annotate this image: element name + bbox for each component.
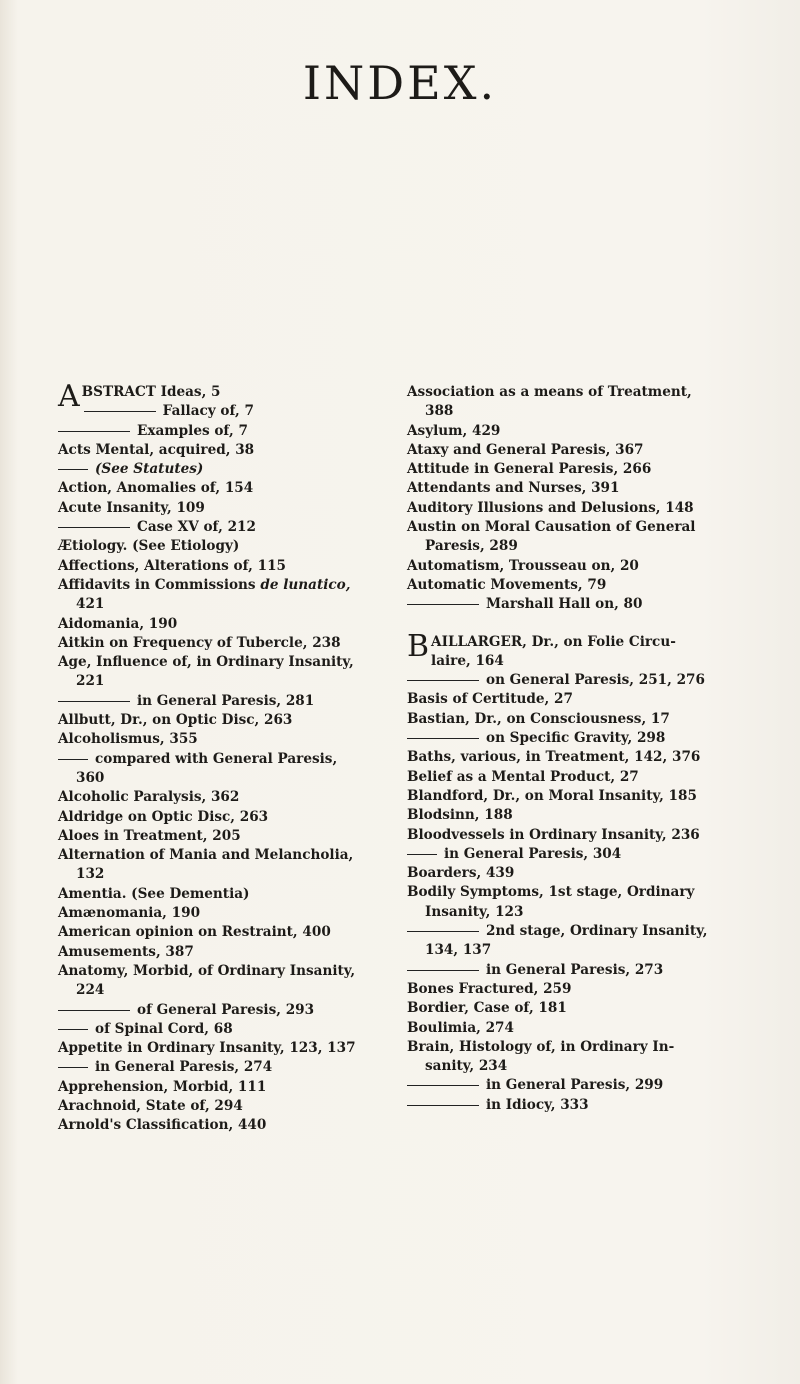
index-entry: in General Paresis, 299	[407, 1076, 747, 1095]
index-entry-continued: 388	[425, 403, 454, 420]
index-entry: Attitude in General Paresis, 266	[407, 461, 652, 478]
index-column-right	[407, 383, 747, 1115]
index-entry: Alcoholic Paralysis, 362	[58, 789, 240, 806]
index-entry: Aldridge on Optic Disc, 263	[58, 808, 269, 825]
index-entry: Arachnoid, State of, 294	[58, 1097, 243, 1114]
ditto-dash	[407, 970, 479, 971]
index-entry: Asylum, 429	[407, 422, 501, 439]
index-entry: Aidomania, 190	[58, 615, 178, 632]
index-entry: Examples of, 7	[58, 422, 398, 441]
index-entry: Amusements, 387	[58, 943, 194, 960]
index-entry-continued: 224	[76, 982, 105, 999]
ditto-dash	[407, 604, 479, 605]
index-entry: in General Paresis, 281	[58, 692, 398, 711]
index-entry: in General Paresis, 274	[58, 1058, 398, 1077]
index-entry: Auditory Illusions and Delusions, 148	[407, 499, 694, 516]
index-entry: Bloodvessels in Ordinary Insanity, 236	[407, 826, 700, 843]
index-entry: on General Paresis, 251, 276	[407, 671, 747, 690]
index-entry: Aitkin on Frequency of Tubercle, 238	[58, 634, 341, 651]
index-entry: ABSTRACT Ideas, 5	[58, 379, 221, 414]
index-entry: American opinion on Restraint, 400	[58, 924, 331, 941]
index-entry: Ataxy and General Paresis, 367	[407, 441, 644, 458]
index-entry: Alternation of Mania and Melancholia,	[58, 847, 354, 864]
index-entry: Allbutt, Dr., on Optic Disc, 263	[58, 712, 293, 729]
index-entry: Aloes in Treatment, 205	[58, 827, 241, 844]
index-entry: in General Paresis, 304	[407, 845, 747, 864]
index-entry: Action, Anomalies of, 154	[58, 480, 254, 497]
index-entry: Boarders, 439	[407, 865, 515, 882]
ditto-dash	[58, 759, 88, 760]
ditto-dash	[58, 1010, 130, 1011]
index-entry: on Specific Gravity, 298	[407, 729, 747, 748]
index-entry-continued: 134, 137	[425, 942, 492, 959]
index-entry: Blandford, Dr., on Moral Insanity, 185	[407, 787, 697, 804]
index-entry-continued: Paresis, 289	[425, 538, 518, 555]
ditto-dash	[58, 1067, 88, 1068]
index-entry: Alcoholismus, 355	[58, 731, 198, 748]
index-entry: Baths, various, in Treatment, 142, 376	[407, 749, 701, 766]
ditto-dash	[84, 411, 156, 412]
index-entry-continued: laire, 164	[431, 652, 504, 669]
index-entry: Austin on Moral Causation of General	[407, 519, 696, 536]
index-entry-continued: 221	[76, 673, 105, 690]
index-entry: Bodily Symptoms, 1st stage, Ordinary	[407, 884, 695, 901]
index-entry: Ætiology. (See Etiology)	[58, 538, 240, 555]
index-entry: Apprehension, Morbid, 111	[58, 1078, 267, 1095]
ditto-dash	[407, 1085, 479, 1086]
index-entry-continued: sanity, 234	[425, 1058, 508, 1075]
ditto-dash	[58, 431, 130, 432]
index-entry: Automatism, Trousseau on, 20	[407, 557, 639, 574]
index-entry: Age, Influence of, in Ordinary Insanity,	[58, 654, 354, 671]
index-entry: 2nd stage, Ordinary Insanity,	[407, 922, 747, 941]
index-entry: Marshall Hall on, 80	[407, 595, 747, 614]
index-entry-continued: Insanity, 123	[425, 903, 524, 920]
section-gap	[407, 615, 747, 633]
index-entry: Acute Insanity, 109	[58, 499, 205, 516]
index-entry: (See Statutes)	[58, 460, 398, 479]
index-entry: Amænomania, 190	[58, 905, 201, 922]
ditto-dash	[407, 854, 437, 855]
index-entry: Belief as a Mental Product, 27	[407, 768, 639, 785]
ditto-dash	[407, 1105, 479, 1106]
index-entry: Brain, Histology of, in Ordinary In-	[407, 1038, 675, 1055]
ditto-dash	[58, 701, 130, 702]
index-entry: Case XV of, 212	[58, 518, 398, 537]
index-entry-continued: 360	[76, 769, 105, 786]
index-entry: in Idiocy, 333	[407, 1096, 747, 1115]
drop-cap: A	[58, 379, 80, 414]
index-entry: BAILLARGER, Dr., on Folie Circu-	[407, 628, 676, 664]
index-entry: Association as a means of Treatment,	[407, 384, 692, 400]
index-entry: Affections, Alterations of, 115	[58, 557, 286, 574]
index-column-left	[58, 379, 398, 1136]
index-entry: Affidavits in Commissions de lunatico,	[58, 576, 351, 593]
index-entry: Attendants and Nurses, 391	[407, 480, 620, 497]
ditto-dash	[58, 1029, 88, 1030]
index-entry: Anatomy, Morbid, of Ordinary Insanity,	[58, 962, 356, 979]
ditto-dash	[58, 527, 130, 528]
page-title: INDEX.	[302, 56, 498, 110]
ditto-dash	[407, 680, 479, 681]
drop-cap: B	[407, 628, 430, 664]
index-entry: Acts Mental, acquired, 38	[58, 441, 255, 458]
index-entry: in General Paresis, 273	[407, 961, 747, 980]
index-entry: Amentia. (See Dementia)	[58, 885, 250, 902]
index-entry: Arnold's Classification, 440	[58, 1117, 267, 1134]
index-entry: Bones Fractured, 259	[407, 980, 572, 997]
index-entry: Boulimia, 274	[407, 1019, 514, 1036]
ditto-dash	[58, 469, 88, 470]
index-entry: Fallacy of, 7	[58, 402, 398, 421]
index-entry: compared with General Paresis,	[58, 750, 398, 769]
index-entry: Bordier, Case of, 181	[407, 1000, 567, 1017]
index-entry: of General Paresis, 293	[58, 1001, 398, 1020]
index-entry: Bastian, Dr., on Consciousness, 17	[407, 710, 670, 727]
index-entry: of Spinal Cord, 68	[58, 1020, 398, 1039]
index-entry: Automatic Movements, 79	[407, 576, 607, 593]
index-entry-continued: 132	[76, 866, 105, 883]
ditto-dash	[407, 931, 479, 932]
index-entry: Blodsinn, 188	[407, 807, 513, 824]
index-entry-continued: 421	[76, 596, 105, 613]
ditto-dash	[407, 738, 479, 739]
index-entry: Basis of Certitude, 27	[407, 691, 573, 708]
index-entry: Appetite in Ordinary Insanity, 123, 137	[58, 1040, 356, 1057]
